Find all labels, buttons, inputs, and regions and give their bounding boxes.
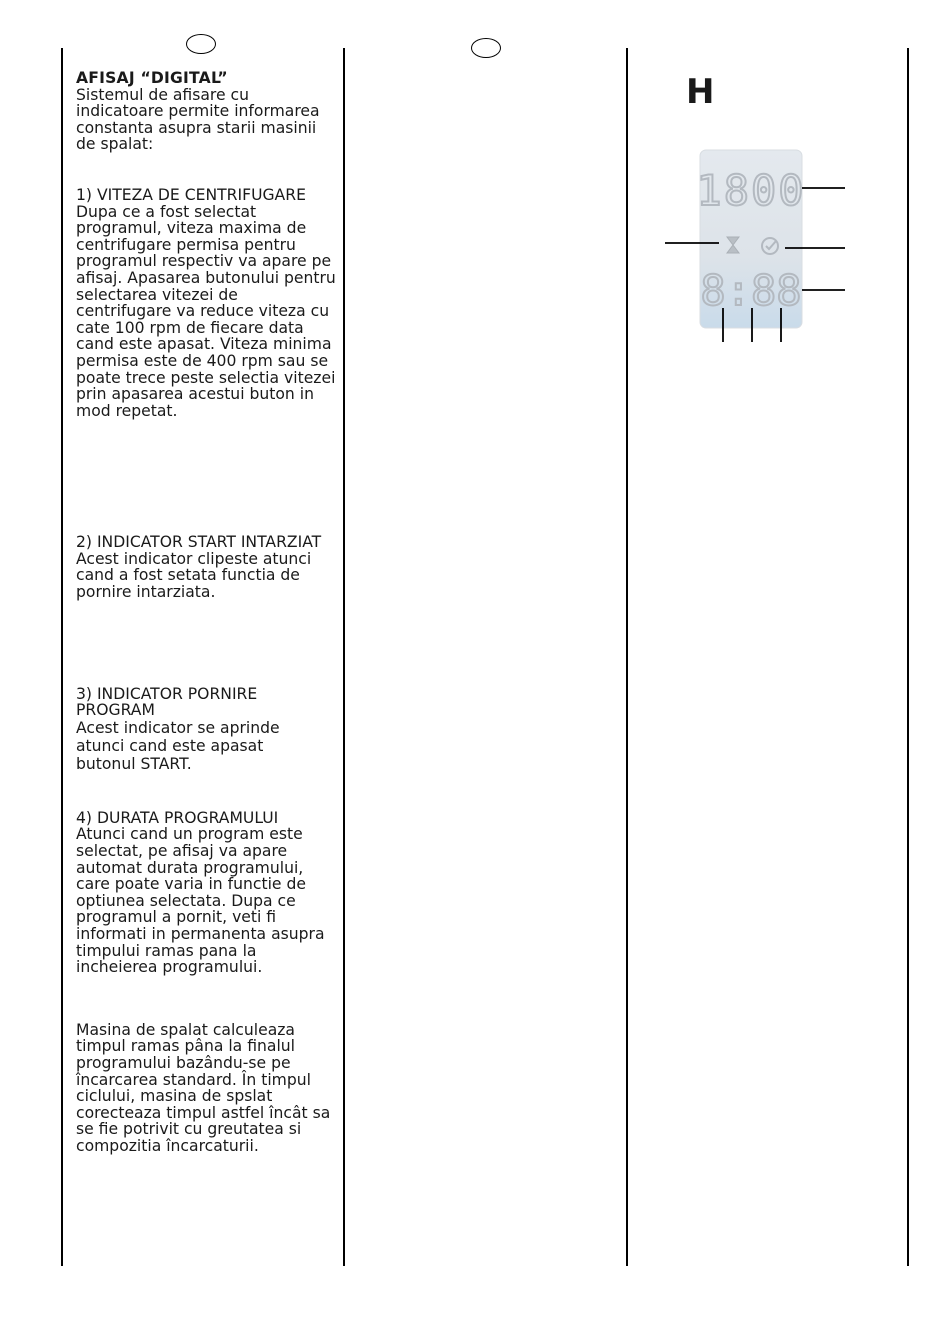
column-divider-3 [626,48,628,1266]
section-body-remaining-time: Masina de spalat calculeaza timpul ramas pâna la finalul programului bazându-se pe încarcarea standard. În timpul ciclului, masina de spslat corecteaza timpul astfel încât sa se fie potrivit cu greutatea si compozitia încarcaturii. [76,1020,331,1155]
digital-display-figure [655,145,855,345]
section-title-program-duration: 4) DURATA PROGRAMULUI [76,808,279,827]
column-divider-1 [61,48,63,1266]
intro-text: Sistemul de afisare cu indicatoare permite informarea constanta asupra starii masinii de spalat: [76,85,320,154]
language-marker-oval [471,38,501,58]
display-speed-digits: 1800 [696,166,806,215]
section-heading: AFISAJ “DIGITAL” [76,69,228,87]
language-marker-oval [186,34,216,54]
column-divider-4 [907,48,909,1266]
section-title-delay-start: 2) INDICATOR START INTARZIAT [76,533,322,552]
section-body-delay-start: Acest indicator clipeste atunci cand a fost setata functia de pornire intarziata. [76,549,312,602]
section-body-spin-speed: Dupa ce a fost selectat programul, viteza maxima de centrifugare permisa pentru programul respectiv va apare pe afisaj. Apasarea butonului pentru selectarea vitezei de centrifugare va reduce viteza cu cate 100 rpm de fiecare data cand este apasat. Viteza minima permisa este de 400 rpm sau se poate trece peste selectia vitezei prin apasarea acestui buton in mod repetat. [76,202,336,420]
section-body-start-indicator: Acest indicator se aprinde atunci cand este apasat butonul START. [76,718,280,773]
section-body-program-duration: Atunci cand un program este selectat, pe afisaj va apare automat durata programului, care poate varia in functie de optiunea selectata. Dupa ce programul a pornit, veti fi informati in permanenta asupra timpului ramas pana la incheierea programului. [76,825,325,977]
display-time-digits: 8:88 [700,266,802,315]
figure-label: H [686,72,715,112]
section-title-spin-speed: 1) VITEZA DE CENTRIFUGARE [76,185,306,204]
section-title-start-indicator: 3) INDICATOR PORNIRE PROGRAM [76,684,258,720]
instructions-column [76,70,338,1155]
column-divider-2 [343,48,345,1266]
